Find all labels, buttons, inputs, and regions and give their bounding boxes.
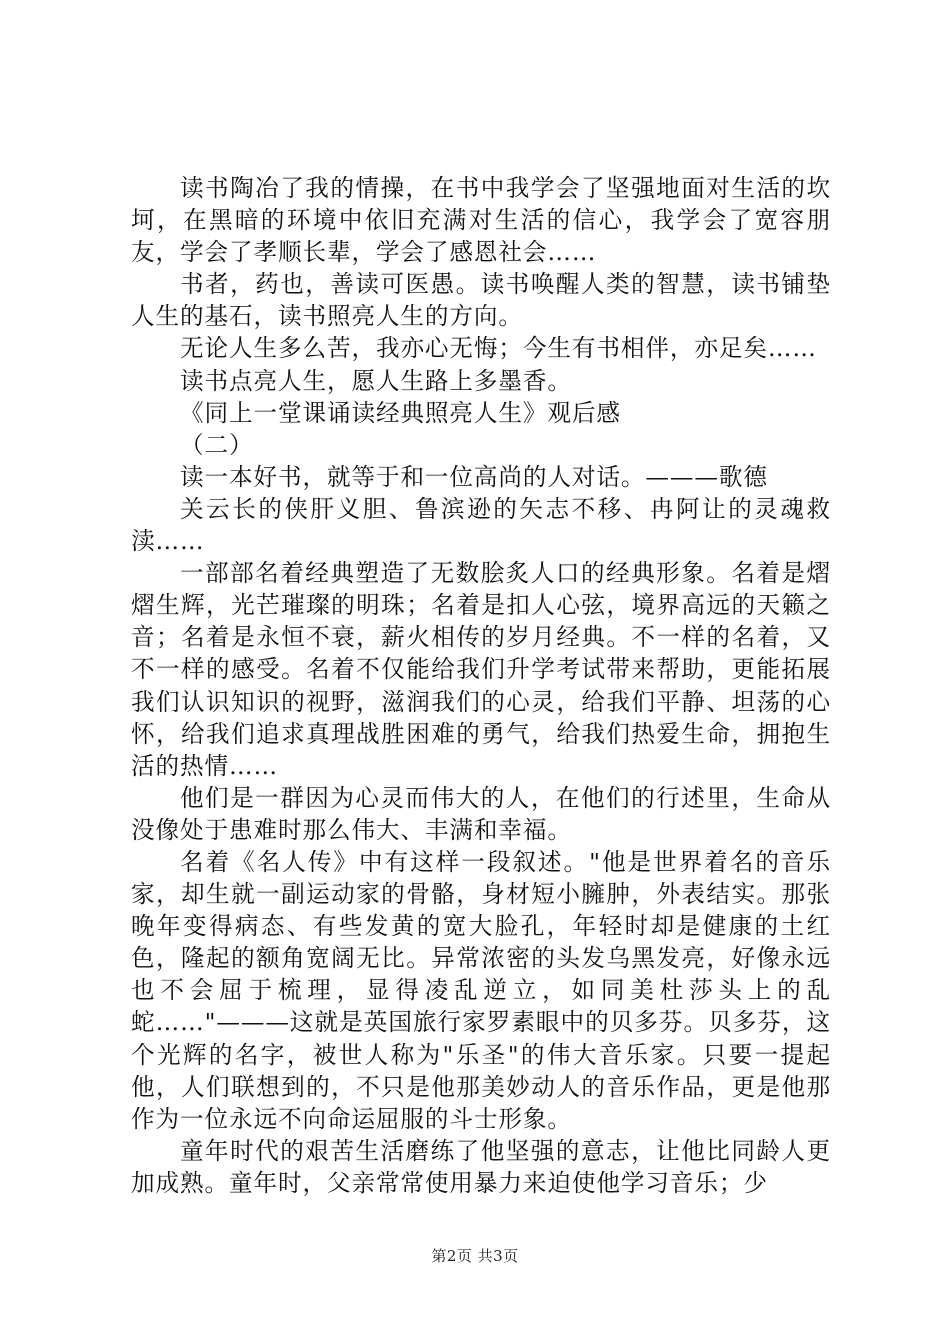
goethe-quote: 读一本好书，就等于和一位高尚的人对话。———歌德 (180, 462, 768, 491)
paragraph-classics-value: 一部部名着经典塑造了无数脍炙人口的经典形象。名着是熠熠生辉，光芒璀璨的明珠；名着是扣人心弦，境界高远的天籁之音；名着是永恒不衰，薪火相传的岁月经典。不一样的名着，又不一样的感受。名着不仅能给我们升学考试带来帮助，更能拓展我们认识知识的视野，滋润我们的心灵，给我们平静、坦荡的心怀，给我们追求真理战胜困难的勇气，给我们热爱生命，拥抱生活的热情…… (131, 559, 831, 780)
paragraph-reading-lights-life: 读书点亮人生，愿人生路上多墨香。 (180, 366, 572, 395)
paragraph-beethoven-description: 名着《名人传》中有这样一段叙述。"他是世界着名的音乐家，却生就一副运动家的骨骼，身材短小臃肿，外表结实。那张晚年变得病态、有些发黄的宽大脸孔，年轻时却是健康的土红色，隆起的额角宽阔无比。异常浓密的头发乌黑发亮，好像永远也不会屈于梳理，显得凌乱逆立，如同美杜莎头上的乱蛇……"———这就是英国旅行家罗素眼中的贝多芬。贝多芬，这个光辉的名字，被世人称为"乐圣"的伟大音乐家。只要一提起他，人们联想到的，不只是他那美妙动人的音乐作品，更是他那作为一位永远不向命运屈服的斗士形象。 (131, 847, 831, 1133)
section-number: （二） (180, 430, 254, 459)
document-body (131, 172, 831, 1199)
paragraph-books-are-medicine: 书者，药也，善读可医愚。读书唤醒人类的智慧，读书铺垫人生的基石，读书照亮人生的方向。 (131, 270, 831, 331)
paragraph-great-souls: 他们是一群因为心灵而伟大的人，在他们的行述里，生命从没像处于患难时那么伟大、丰满和幸福。 (131, 783, 831, 844)
paragraph-childhood: 童年时代的艰苦生活磨练了他坚强的意志，让他比同龄人更加成熟。童年时，父亲常常使用暴力来迫使他学习音乐；少 (131, 1136, 831, 1197)
paragraph-classic-characters: 关云长的侠肝义胆、鲁滨逊的矢志不移、冉阿让的灵魂救渎…… (131, 494, 831, 556)
paragraph-no-regret: 无论人生多么苦，我亦心无悔；今生有书相伴，亦足矣…… (180, 334, 817, 363)
page-number-footer: 第2页 共3页 (431, 1247, 519, 1265)
section-title: 《同上一堂课诵读经典照亮人生》观后感 (180, 398, 621, 427)
paragraph-reading-cultivates: 读书陶冶了我的情操，在书中我学会了坚强地面对生活的坎坷，在黑暗的环境中依旧充满对生活的信心，我学会了宽容朋友，学会了孝顺长辈，学会了感恩社会…… (131, 174, 831, 267)
